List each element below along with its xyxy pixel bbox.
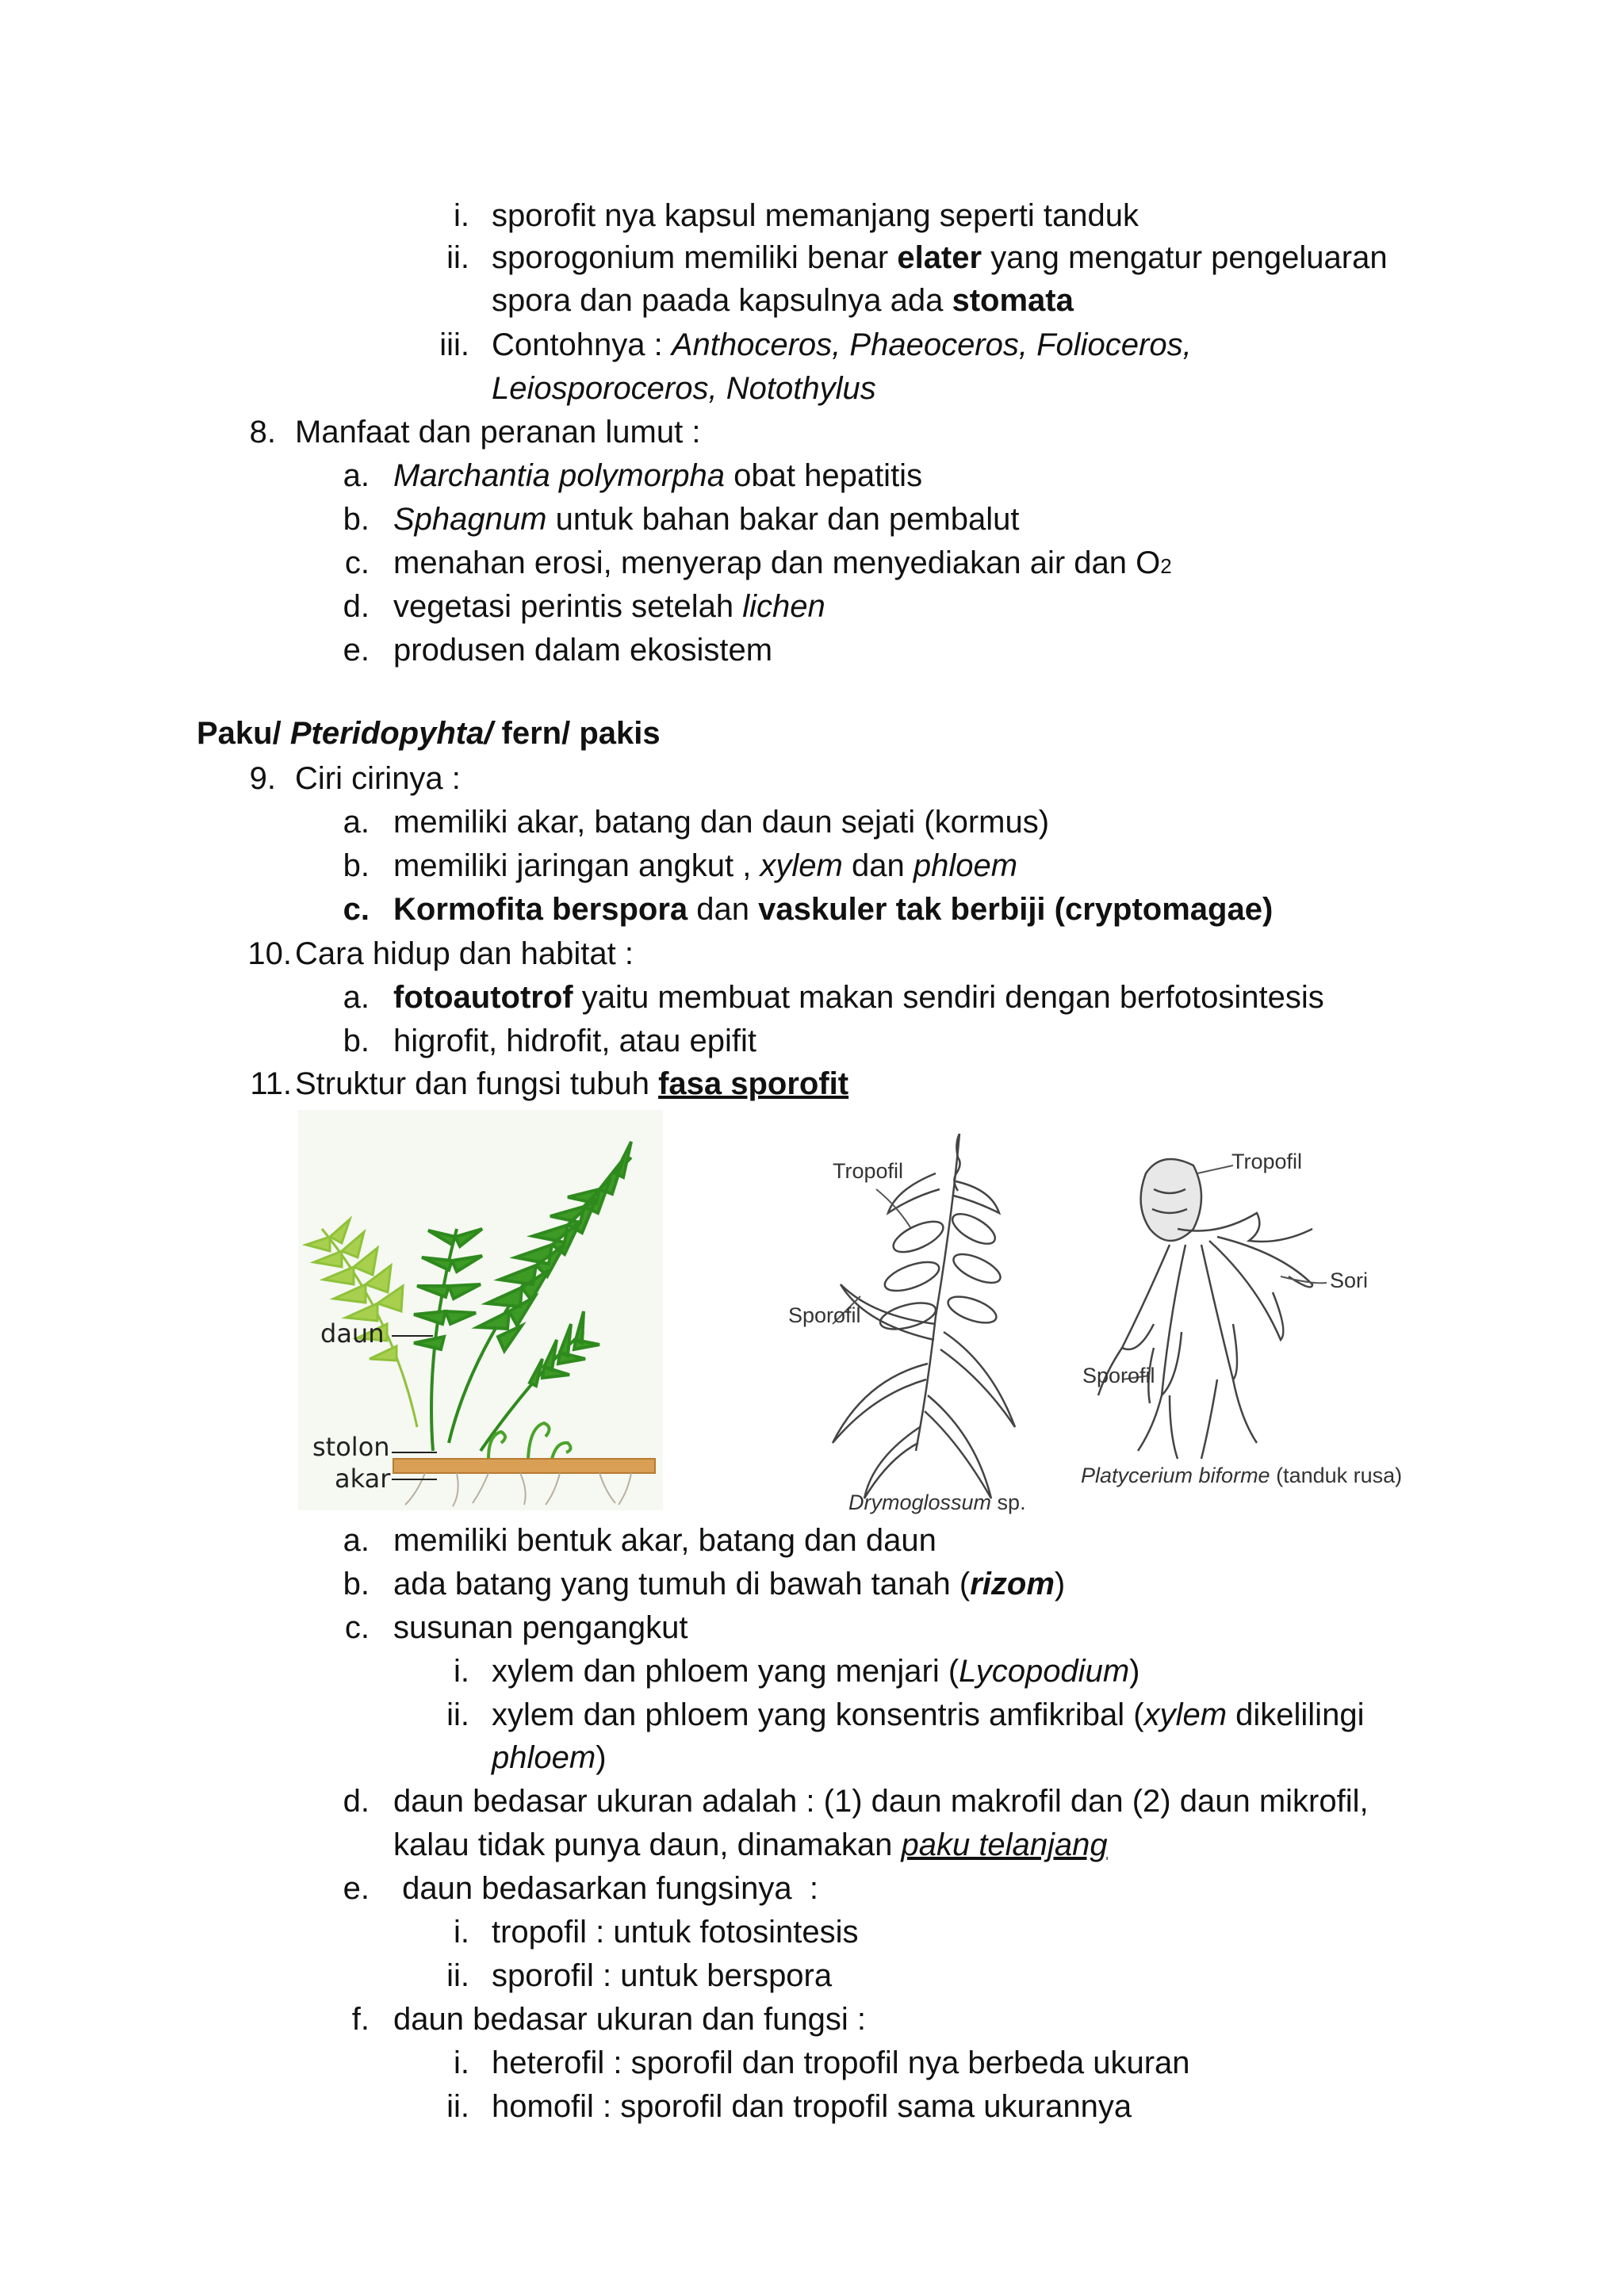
bold-term: elater	[897, 240, 982, 275]
text: memiliki bentuk akar, batang dan daun	[393, 1523, 936, 1558]
platycerium-illustration	[1074, 1142, 1403, 1498]
list-marker: ii.	[446, 240, 469, 275]
text: menahan erosi, menyerap dan menyediakan air dan O	[393, 545, 1161, 580]
label-sporofil: Sporofil	[788, 1303, 861, 1327]
drymoglossum-illustration	[777, 1126, 1039, 1518]
text: kalau tidak punya daun, dinamakan	[393, 1827, 902, 1862]
italic-term: phloem	[492, 1740, 596, 1775]
text: produsen dalam ekosistem	[393, 633, 773, 668]
section-title: Cara hidup dan habitat :	[295, 936, 634, 971]
text: memiliki akar, batang dan daun sejati (kormus)	[393, 805, 1050, 840]
item-text: sporofit nya kapsul memanjang seperti tanduk	[492, 198, 1139, 233]
list-marker: d.	[343, 589, 370, 624]
text: vegetasi perintis setelah	[393, 589, 743, 624]
list-marker: a.	[343, 1523, 370, 1558]
section-heading	[197, 712, 661, 755]
italic-term: xylem	[1143, 1697, 1228, 1732]
species-names: Anthoceros, Phaeoceros, Folioceros,	[671, 327, 1192, 362]
label-stolon: stolon	[312, 1432, 390, 1462]
subscript: 2	[1160, 554, 1172, 578]
text: homofil : sporofil dan tropofil sama ukurannya	[492, 2089, 1132, 2124]
species-name: Sphagnum	[393, 502, 547, 537]
text: fern/ pakis	[492, 716, 661, 751]
text: yaitu membuat makan sendiri dengan berfotosintesis	[573, 980, 1324, 1015]
list-marker: c.	[344, 1610, 370, 1645]
text: dan	[842, 848, 914, 883]
text: xylem dan phloem yang konsentris amfikribal (	[492, 1697, 1144, 1732]
text: )	[596, 1740, 607, 1775]
label-tropofil: Tropofil	[833, 1159, 904, 1183]
text: untuk bahan bakar dan pembalut	[546, 502, 1020, 537]
list-marker: c.	[344, 545, 370, 580]
list-marker: d.	[343, 1784, 370, 1819]
bold-underlined-term: fasa sporofit	[658, 1066, 849, 1101]
list-marker: ii.	[446, 2089, 469, 2124]
text: tropofil : untuk fotosintesis	[492, 1915, 859, 1950]
list-marker: e.	[343, 1871, 370, 1906]
caption-text: (tanduk rusa)	[1270, 1464, 1403, 1487]
text: daun bedasar ukuran adalah : (1) daun makrofil dan (2) daun mikrofil,	[393, 1784, 1369, 1819]
italic-term: Pteridopyhta/	[289, 716, 493, 751]
bold-term: vaskuler tak berbiji (cryptomagae)	[758, 892, 1274, 927]
list-marker: 9.	[249, 761, 276, 796]
bold-term: stomata	[952, 283, 1074, 318]
list-marker: iii.	[439, 327, 469, 362]
list-marker: i.	[454, 1915, 469, 1950]
list-marker: b.	[343, 502, 370, 537]
text: memiliki jaringan angkut ,	[393, 848, 760, 883]
text: higrofit, hidrofit, atau epifit	[393, 1024, 757, 1058]
italic-term: Lycopodium	[959, 1654, 1130, 1689]
text: )	[1129, 1654, 1140, 1689]
fern-illustration	[298, 1110, 663, 1510]
text: dan	[688, 892, 759, 927]
label-sporofil: Sporofil	[1082, 1364, 1155, 1387]
text: xylem dan phloem yang menjari (	[492, 1654, 959, 1689]
label-tropofil: Tropofil	[1231, 1150, 1303, 1173]
text: heterofil : sporofil dan tropofil nya berbeda ukuran	[492, 2045, 1190, 2080]
bold-term: Kormofita berspora	[393, 892, 688, 927]
italic-underlined-term: paku telanjang	[901, 1827, 1108, 1862]
list-marker: a.	[343, 805, 370, 840]
label-akar: akar	[335, 1464, 391, 1494]
text: spora dan paada kapsulnya ada	[492, 283, 952, 318]
italic-term: lichen	[742, 589, 825, 624]
caption-text: sp.	[991, 1490, 1026, 1514]
list-marker: f.	[351, 2002, 370, 2037]
italic-term: phloem	[913, 848, 1018, 883]
list-marker: 8.	[249, 415, 276, 450]
text: susunan pengangkut	[393, 1610, 688, 1645]
text: )	[1054, 1567, 1066, 1601]
list-marker: a.	[343, 458, 370, 493]
text: daun bedasarkan fungsinya :	[393, 1871, 818, 1906]
list-marker: i.	[454, 198, 469, 233]
list-marker: i.	[454, 1654, 469, 1689]
label-sori: Sori	[1330, 1269, 1369, 1292]
text: sporogonium memiliki benar	[492, 240, 898, 275]
list-marker: b.	[343, 848, 370, 883]
caption-species: Drymoglossum	[848, 1490, 992, 1514]
bold-italic-term: rizom	[970, 1567, 1055, 1601]
text: Contohnya :	[492, 327, 672, 362]
text: obat hepatitis	[725, 458, 923, 493]
text: dikelilingi	[1227, 1697, 1365, 1732]
list-marker: c.	[343, 892, 370, 927]
section-title: Manfaat dan peranan lumut :	[295, 415, 701, 450]
label-daun: daun	[320, 1318, 385, 1349]
text: daun bedasar ukuran dan fungsi :	[393, 2002, 866, 2037]
list-marker: e.	[343, 633, 370, 668]
list-marker: a.	[343, 980, 370, 1015]
platycerium-drawing	[1074, 1142, 1400, 1498]
list-marker: 10.	[247, 936, 292, 971]
bold-term: fotoautotrof	[393, 980, 573, 1015]
species-name: Marchantia polymorpha	[393, 458, 725, 493]
list-marker: ii.	[446, 1697, 469, 1732]
text: ada batang yang tumuh di bawah tanah (	[393, 1567, 971, 1601]
text: Paku/	[197, 716, 290, 751]
list-marker: b.	[343, 1567, 370, 1601]
italic-term: xylem	[760, 848, 843, 883]
list-marker: b.	[343, 1024, 370, 1058]
species-names: Leiosporoceros, Notothylus	[492, 371, 876, 406]
text: yang mengatur pengeluaran	[982, 240, 1388, 275]
list-marker: i.	[454, 2045, 469, 2080]
section-title: Ciri cirinya :	[295, 761, 461, 796]
list-marker: 11.	[250, 1066, 292, 1101]
caption-species: Platycerium biforme	[1081, 1464, 1270, 1487]
text: sporofil : untuk berspora	[492, 1958, 833, 1993]
text: Struktur dan fungsi tubuh	[295, 1066, 659, 1101]
list-marker: ii.	[446, 1958, 469, 1993]
